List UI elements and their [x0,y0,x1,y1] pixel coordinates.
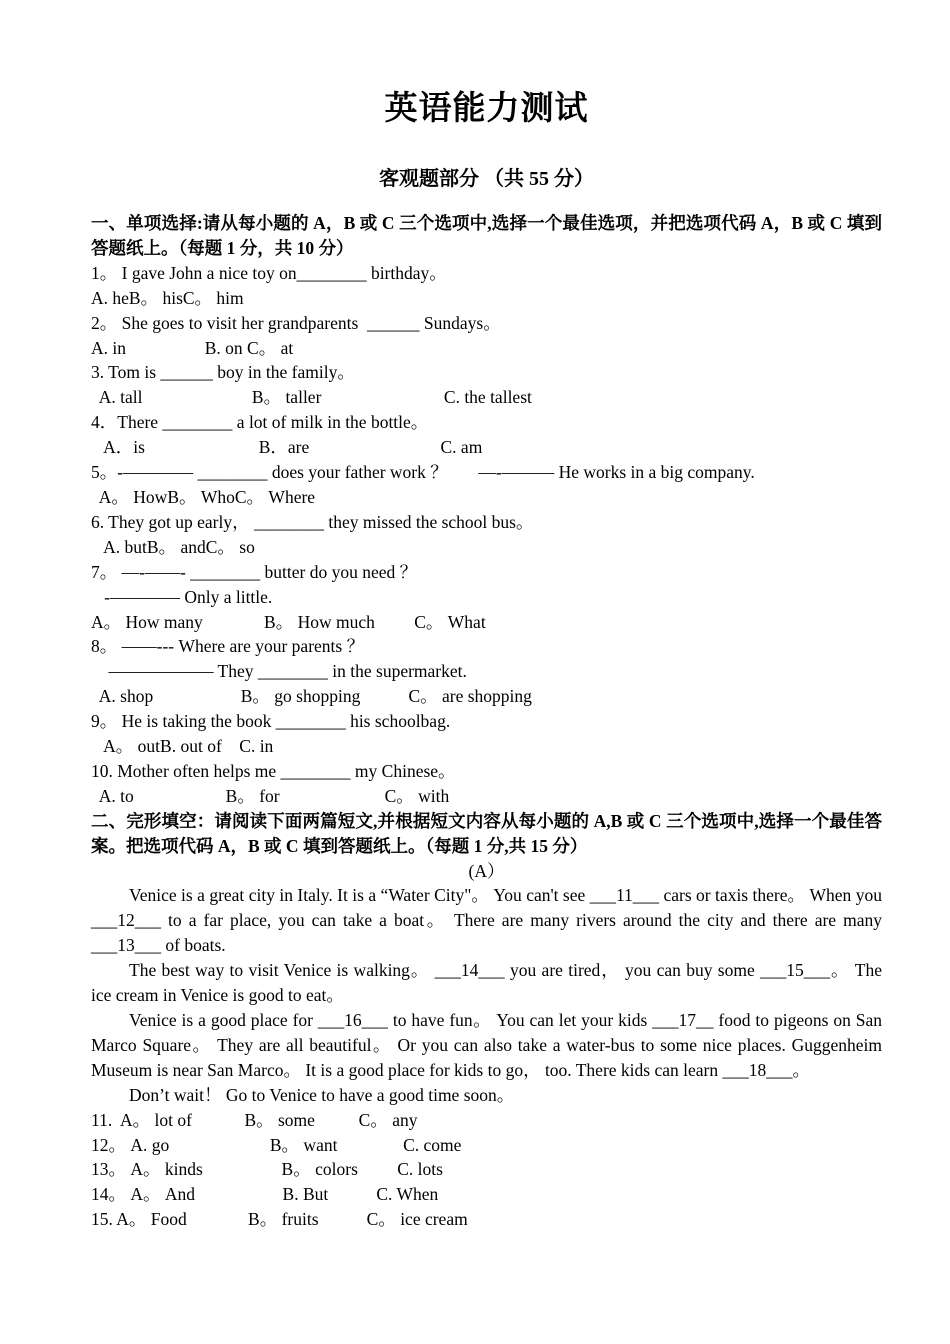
section1-line: 1。 I gave John a nice toy on________ birthday。 [91,262,447,283]
passage-paragraph: Venice is a good place for ___16___ to have fun。 You can let your kids ___17__ food to pigeons on San Marco Square。 They are all beautiful。 Or you can also take a water-bus to some nice places. Guggenheim Museum is near San Marco。 It is a good place for kids to go， too. There kids can learn ___18___。 [91,1010,882,1080]
cloze-option-line: 15. A。 Food B。 fruits C。 ice cream [91,1209,468,1230]
section1-line: 4．There ________ a lot of milk in the bottle。 [91,412,429,433]
section-single-choice [91,211,882,809]
section1-heading: 一、单项选择:请从每小题的 A，B 或 C 三个选项中,选择一个最佳选项，并把选项代码 A，B 或 C 填到答题纸上。（每题 1 分，共 10 分） [91,213,882,258]
cloze-option-line: 12。 A. go B。 want C. come [91,1134,462,1155]
section1-line: A. tall B。 taller C. the tallest [91,387,532,408]
section1-line: A. heB。 hisC。 him [91,287,244,308]
passage-paragraph: The best way to visit Venice is walking。 ___14___ you are tired， you can buy some ___15___。 The ice cream in Venice is good to eat。 [91,960,882,1006]
section1-line: ―――――― They ________ in the supermarket. [91,661,467,682]
cloze-option-line: 14。 A。 And B. But C. When [91,1184,439,1205]
section2-heading: 二、完形填空：请阅读下面两篇短文,并根据短文内容从每小题的 A,B 或 C 三个选项中,选择一个最佳答案。把选项代码 A，B 或 C 填到答题纸上。（每题 1 分,共 15 分） [91,810,882,856]
section1-line: 8。 ――--- Where are your parents ？ [91,636,365,657]
section1-line: -―――― Only a little. [91,586,273,607]
section1-line: 7。 ―-――- ________ butter do you need ？ [91,561,418,582]
section1-line: A. to B。 for C。 with [91,785,450,806]
section1-line: A．is B．are C. am [91,437,483,458]
section1-line: 2。 She goes to visit her grandparents ______ Sundays。 [91,312,501,333]
section1-line: A。 outB. out of C. in [91,736,274,757]
section1-line: 3. Tom is ______ boy in the family。 [91,362,355,383]
section1-line: A。 How many B。 How much C。 What [91,611,486,632]
page-subtitle: 客观题部分 （共 55 分） [379,168,594,190]
section1-line: A. in B. on C。 at [91,337,294,358]
section1-line: A. shop B。 go shopping C。 are shopping [91,686,532,707]
section1-line: A。 HowB。 WhoC。 Where [91,486,316,507]
passage-label: (A） [468,860,505,881]
section-cloze [91,809,882,1232]
cloze-option-line: 13。 A。 kinds B。 colors C. lots [91,1159,443,1180]
section1-line: 5。-―――― ________ does your father work ？ ―-――― He works in a big company. [91,462,755,483]
section1-line: 6. They got up early， ________ they missed the school bus。 [91,511,534,532]
passage-paragraph: Don’t wait！ Go to Venice to have a good time soon。 [129,1084,515,1105]
section1-line: A. butB。 andC。 so [91,536,255,557]
passage-paragraph: Venice is a great city in Italy. It is a “Water City"。 You can't see ___11___ cars or taxis there。 When you ___12___ to a far place, you can take a boat。 There are many rivers around the city and there are many ___13___ of boats. [91,885,882,956]
section1-line: 9。 He is taking the book ________ his schoolbag. [91,711,451,732]
cloze-option-line: 11. A。 lot of B。 some C。 any [91,1109,418,1130]
section1-line: 10. Mother often helps me ________ my Chinese。 [91,760,456,781]
page-title: 英语能力测试 [384,88,589,127]
